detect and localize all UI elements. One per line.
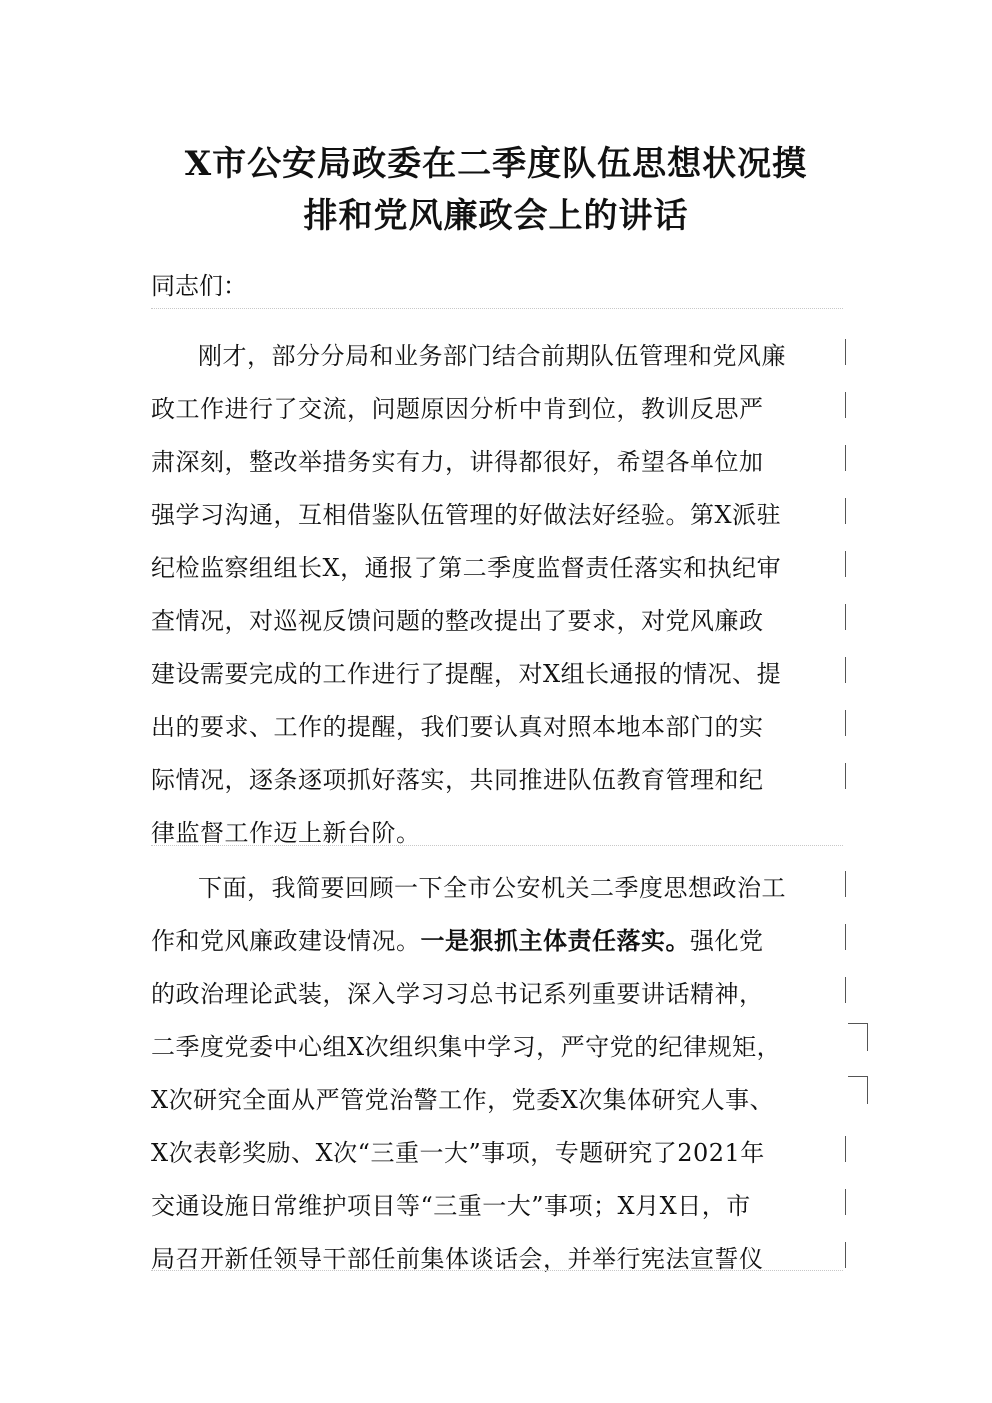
line-end-mark <box>845 445 846 471</box>
overflow-mark <box>867 1076 868 1104</box>
paragraph-divider <box>151 308 843 309</box>
paragraph-line: 建设需要完成的工作进行了提醒，对X组长通报的情况、提 <box>151 660 782 688</box>
line-end-mark <box>845 498 846 524</box>
paragraph-line: 律监督工作迈上新台阶。 <box>151 819 421 847</box>
paragraph-line: 纪检监察组组长X，通报了第二季度监督责任落实和执纪审 <box>151 554 782 582</box>
plain-text: 强化党 <box>690 927 764 955</box>
line-end-mark <box>845 551 846 577</box>
document-title-line-1: X市公安局政委在二季度队伍思想状况摸 <box>184 144 808 184</box>
plain-text: 作和党风廉政建设情况。 <box>151 927 421 955</box>
paragraph-divider <box>151 845 843 846</box>
page-bottom-divider <box>151 1270 843 1271</box>
paragraph-line: 强学习沟通，互相借鉴队伍管理的好做法好经验。第X派驻 <box>151 501 782 529</box>
paragraph-line: 二季度党委中心组X次组织集中学习，严守党的纪律规矩， <box>151 1033 782 1061</box>
line-end-mark <box>845 657 846 683</box>
paragraph-line: 局召开新任领导干部任前集体谈话会，并举行宪法宣誓仪 <box>151 1245 764 1273</box>
paragraph-line: 刚才，部分分局和业务部门结合前期队伍管理和党风廉 <box>198 342 786 370</box>
line-end-mark <box>845 924 846 950</box>
paragraph-line-mixed <box>151 921 764 956</box>
line-end-mark <box>845 1136 846 1162</box>
line-end-mark <box>845 1242 846 1268</box>
paragraph-line: 际情况，逐条逐项抓好落实，共同推进队伍教育管理和纪 <box>151 766 764 794</box>
line-end-mark <box>845 1189 846 1215</box>
paragraph-line: X次研究全面从严管党治警工作，党委X次集体研究人事、 <box>151 1086 775 1114</box>
line-end-mark <box>845 339 846 365</box>
overflow-mark <box>867 1023 868 1051</box>
line-end-mark <box>845 763 846 789</box>
line-end-mark <box>845 710 846 736</box>
line-end-mark <box>845 604 846 630</box>
paragraph-line: X次表彰奖励、X次“三重一大”事项，专题研究了2021年 <box>151 1139 765 1167</box>
bold-emphasis: 一是狠抓主体责任落实。 <box>420 926 690 955</box>
paragraph-line: 出的要求、工作的提醒，我们要认真对照本地本部门的实 <box>151 713 764 741</box>
paragraph-line: 的政治理论武装，深入学习习总书记系列重要讲话精神， <box>151 980 764 1008</box>
line-end-mark <box>845 392 846 418</box>
overflow-mark <box>848 1023 868 1024</box>
line-end-mark <box>845 871 846 897</box>
paragraph-line: 肃深刻，整改举措务实有力，讲得都很好，希望各单位加 <box>151 448 764 476</box>
paragraph-line: 政工作进行了交流，问题原因分析中肯到位，教训反思严 <box>151 395 764 423</box>
overflow-mark <box>848 1076 868 1077</box>
paragraph-line: 下面，我简要回顾一下全市公安机关二季度思想政治工 <box>198 874 786 902</box>
salutation: 同志们： <box>151 272 247 300</box>
paragraph-line: 查情况，对巡视反馈问题的整改提出了要求，对党风廉政 <box>151 607 764 635</box>
paragraph-line: 交通设施日常维护项目等“三重一大”事项；X月X日，市 <box>151 1192 751 1220</box>
line-end-mark <box>845 977 846 1003</box>
document-title-line-2: 排和党风廉政会上的讲话 <box>303 196 689 236</box>
